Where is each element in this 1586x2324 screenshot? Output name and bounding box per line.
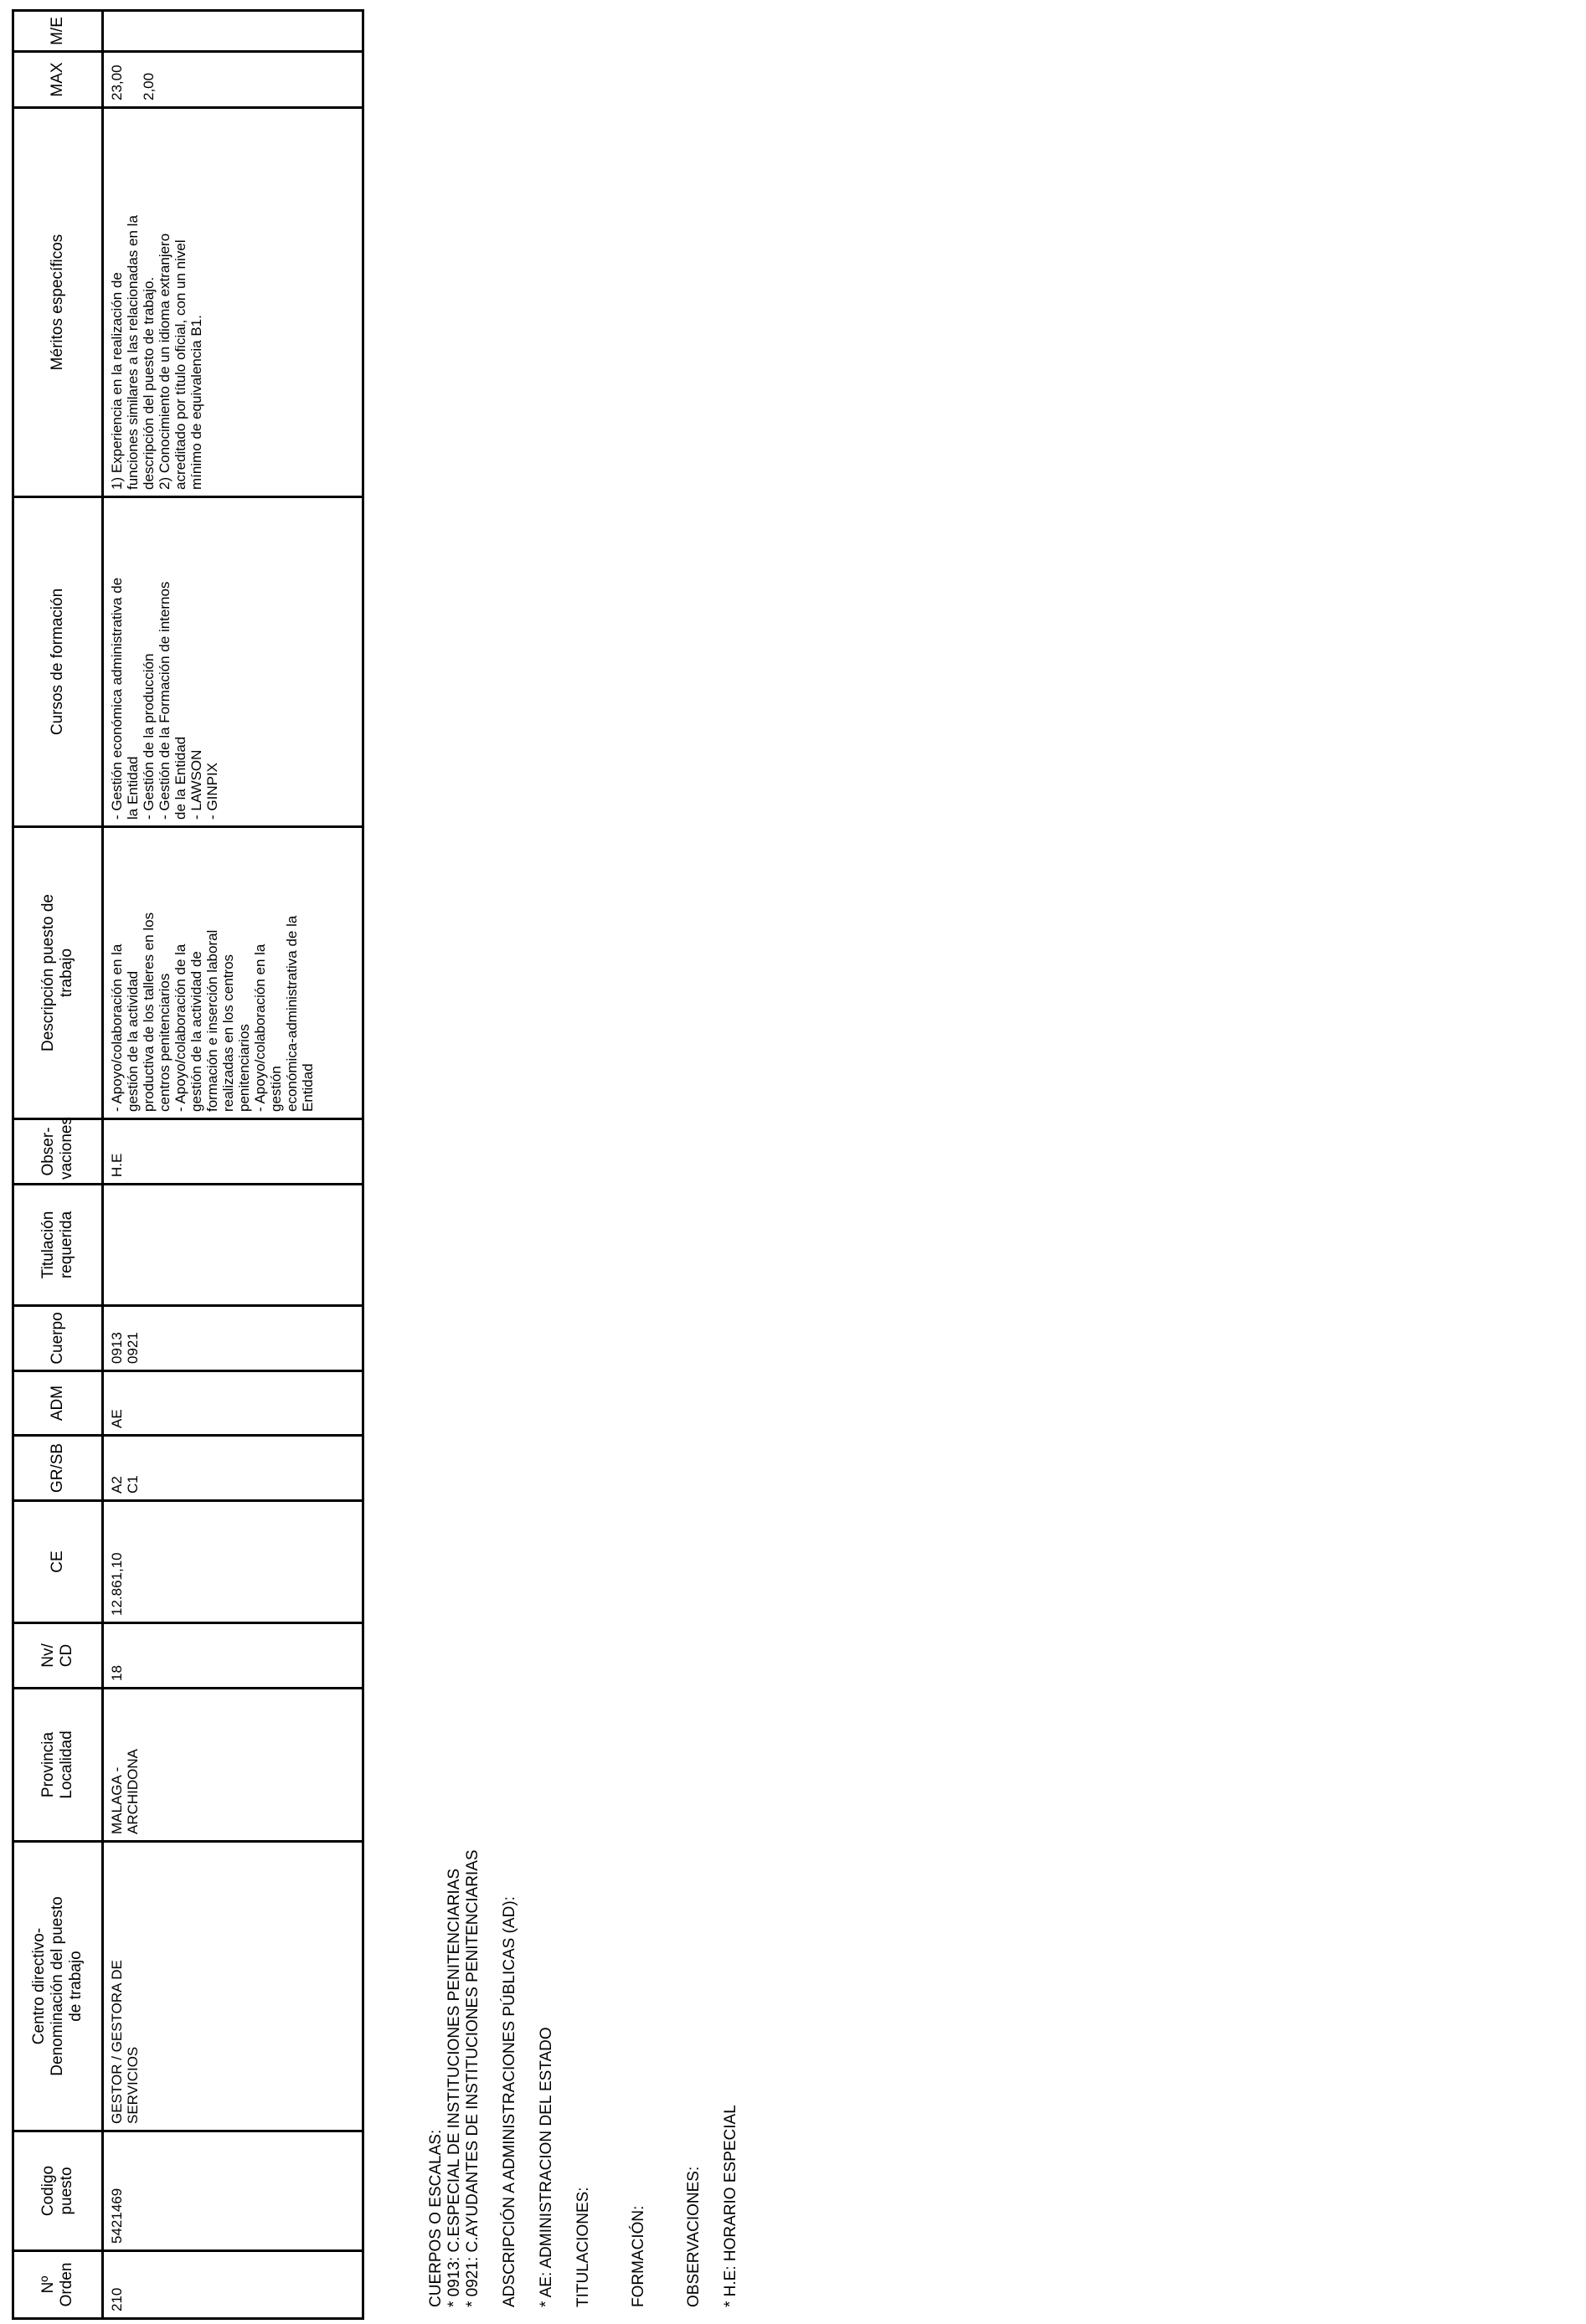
cell-meritos: 1) Experiencia en la realización de funciones similares a las relacionadas en la descripción del puesto de trabajo. 2) Conocimiento de un idioma extranjero acreditado por título oficial, con un nivel mínimo de equivalencia B1. (103, 108, 363, 497)
header-nivel: Nv/ CD (13, 1623, 103, 1689)
formacion-heading: FORMACIÓN: (630, 2205, 647, 2307)
cuerpos-line-2: * 0921: C.AYUDANTES DE INSTITUCIONES PENITENCIARIAS (464, 1849, 481, 2307)
cell-grsb: A2 C1 (103, 1436, 363, 1501)
cell-orden: 210 (103, 2251, 363, 2319)
titulaciones-heading: TITULACIONES: (574, 2187, 592, 2307)
adscripcion-line-1: * AE: ADMINISTRACION DEL ESTADO (538, 2027, 555, 2307)
cell-ce: 12.861,10 (103, 1501, 363, 1623)
header-codigo: Codigo puesto (13, 2131, 103, 2251)
header-orden: Nº Orden (13, 2251, 103, 2319)
observaciones-line-1: * H.E: HORARIO ESPECIAL (722, 2105, 739, 2307)
adscripcion-heading: ADSCRIPCIÓN A ADMINISTRACIONES PÚBLICAS (AD): (501, 1896, 518, 2307)
header-max: MAX (13, 52, 103, 108)
header-grsb: GR/SB (13, 1436, 103, 1501)
table-header-row (13, 11, 103, 2319)
legend-notes (427, 1135, 740, 2307)
cell-cursos: - Gestión económica administrativa de la Entidad - Gestión de la producción - Gestión de la Formación de internos de la Entidad - LAWSON - GINPIX (103, 497, 363, 827)
header-descripcion: Descripción puesto de trabajo (13, 827, 103, 1119)
header-observaciones: Obser- vaciones (13, 1119, 103, 1185)
header-me: M/E (13, 11, 103, 52)
cell-me (103, 11, 363, 52)
header-ce: CE (13, 1501, 103, 1623)
cell-cuerpo: 0913 0921 (103, 1306, 363, 1371)
cell-descripcion: - Apoyo/colaboración en la gestión de la actividad productiva de los talleres en los centros penitenciarios - Apoyo/colaboración de la gestión de la actividad de formación e inserción laboral realizadas en los centros penitenciarios - Apoyo/colaboración en la gestión económica-administrativa de la Entidad (103, 827, 363, 1119)
positions-table (12, 9, 364, 2320)
header-cursos: Cursos de formación (13, 497, 103, 827)
observaciones-heading: OBSERVACIONES: (685, 2166, 703, 2307)
cell-provincia: MALAGA - ARCHIDONA (103, 1689, 363, 1842)
header-provincia: Provincia Localidad (13, 1689, 103, 1842)
cuerpos-heading: CUERPOS O ESCALAS: (427, 2129, 445, 2307)
cell-max: 23,00 2,00 (103, 52, 363, 108)
cell-nivel: 18 (103, 1623, 363, 1689)
cell-observaciones: H.E (103, 1119, 363, 1185)
header-meritos: Méritos específicos (13, 108, 103, 497)
header-adm: ADM (13, 1371, 103, 1436)
table-row (103, 11, 363, 2319)
cuerpos-line-1: * 0913: C.ESPECIAL DE INSTITUCIONES PENITENCIARIAS (445, 1868, 463, 2307)
cell-adm: AE (103, 1371, 363, 1436)
header-titulacion: Titulación requerida (13, 1185, 103, 1306)
cell-codigo: 5421469 (103, 2131, 363, 2251)
header-cuerpo: Cuerpo (13, 1306, 103, 1371)
cell-titulacion (103, 1185, 363, 1306)
header-centro: Centro directivo- Denominación del puesto de trabajo (13, 1842, 103, 2131)
cell-centro: GESTOR / GESTORA DE SERVICIOS (103, 1842, 363, 2131)
